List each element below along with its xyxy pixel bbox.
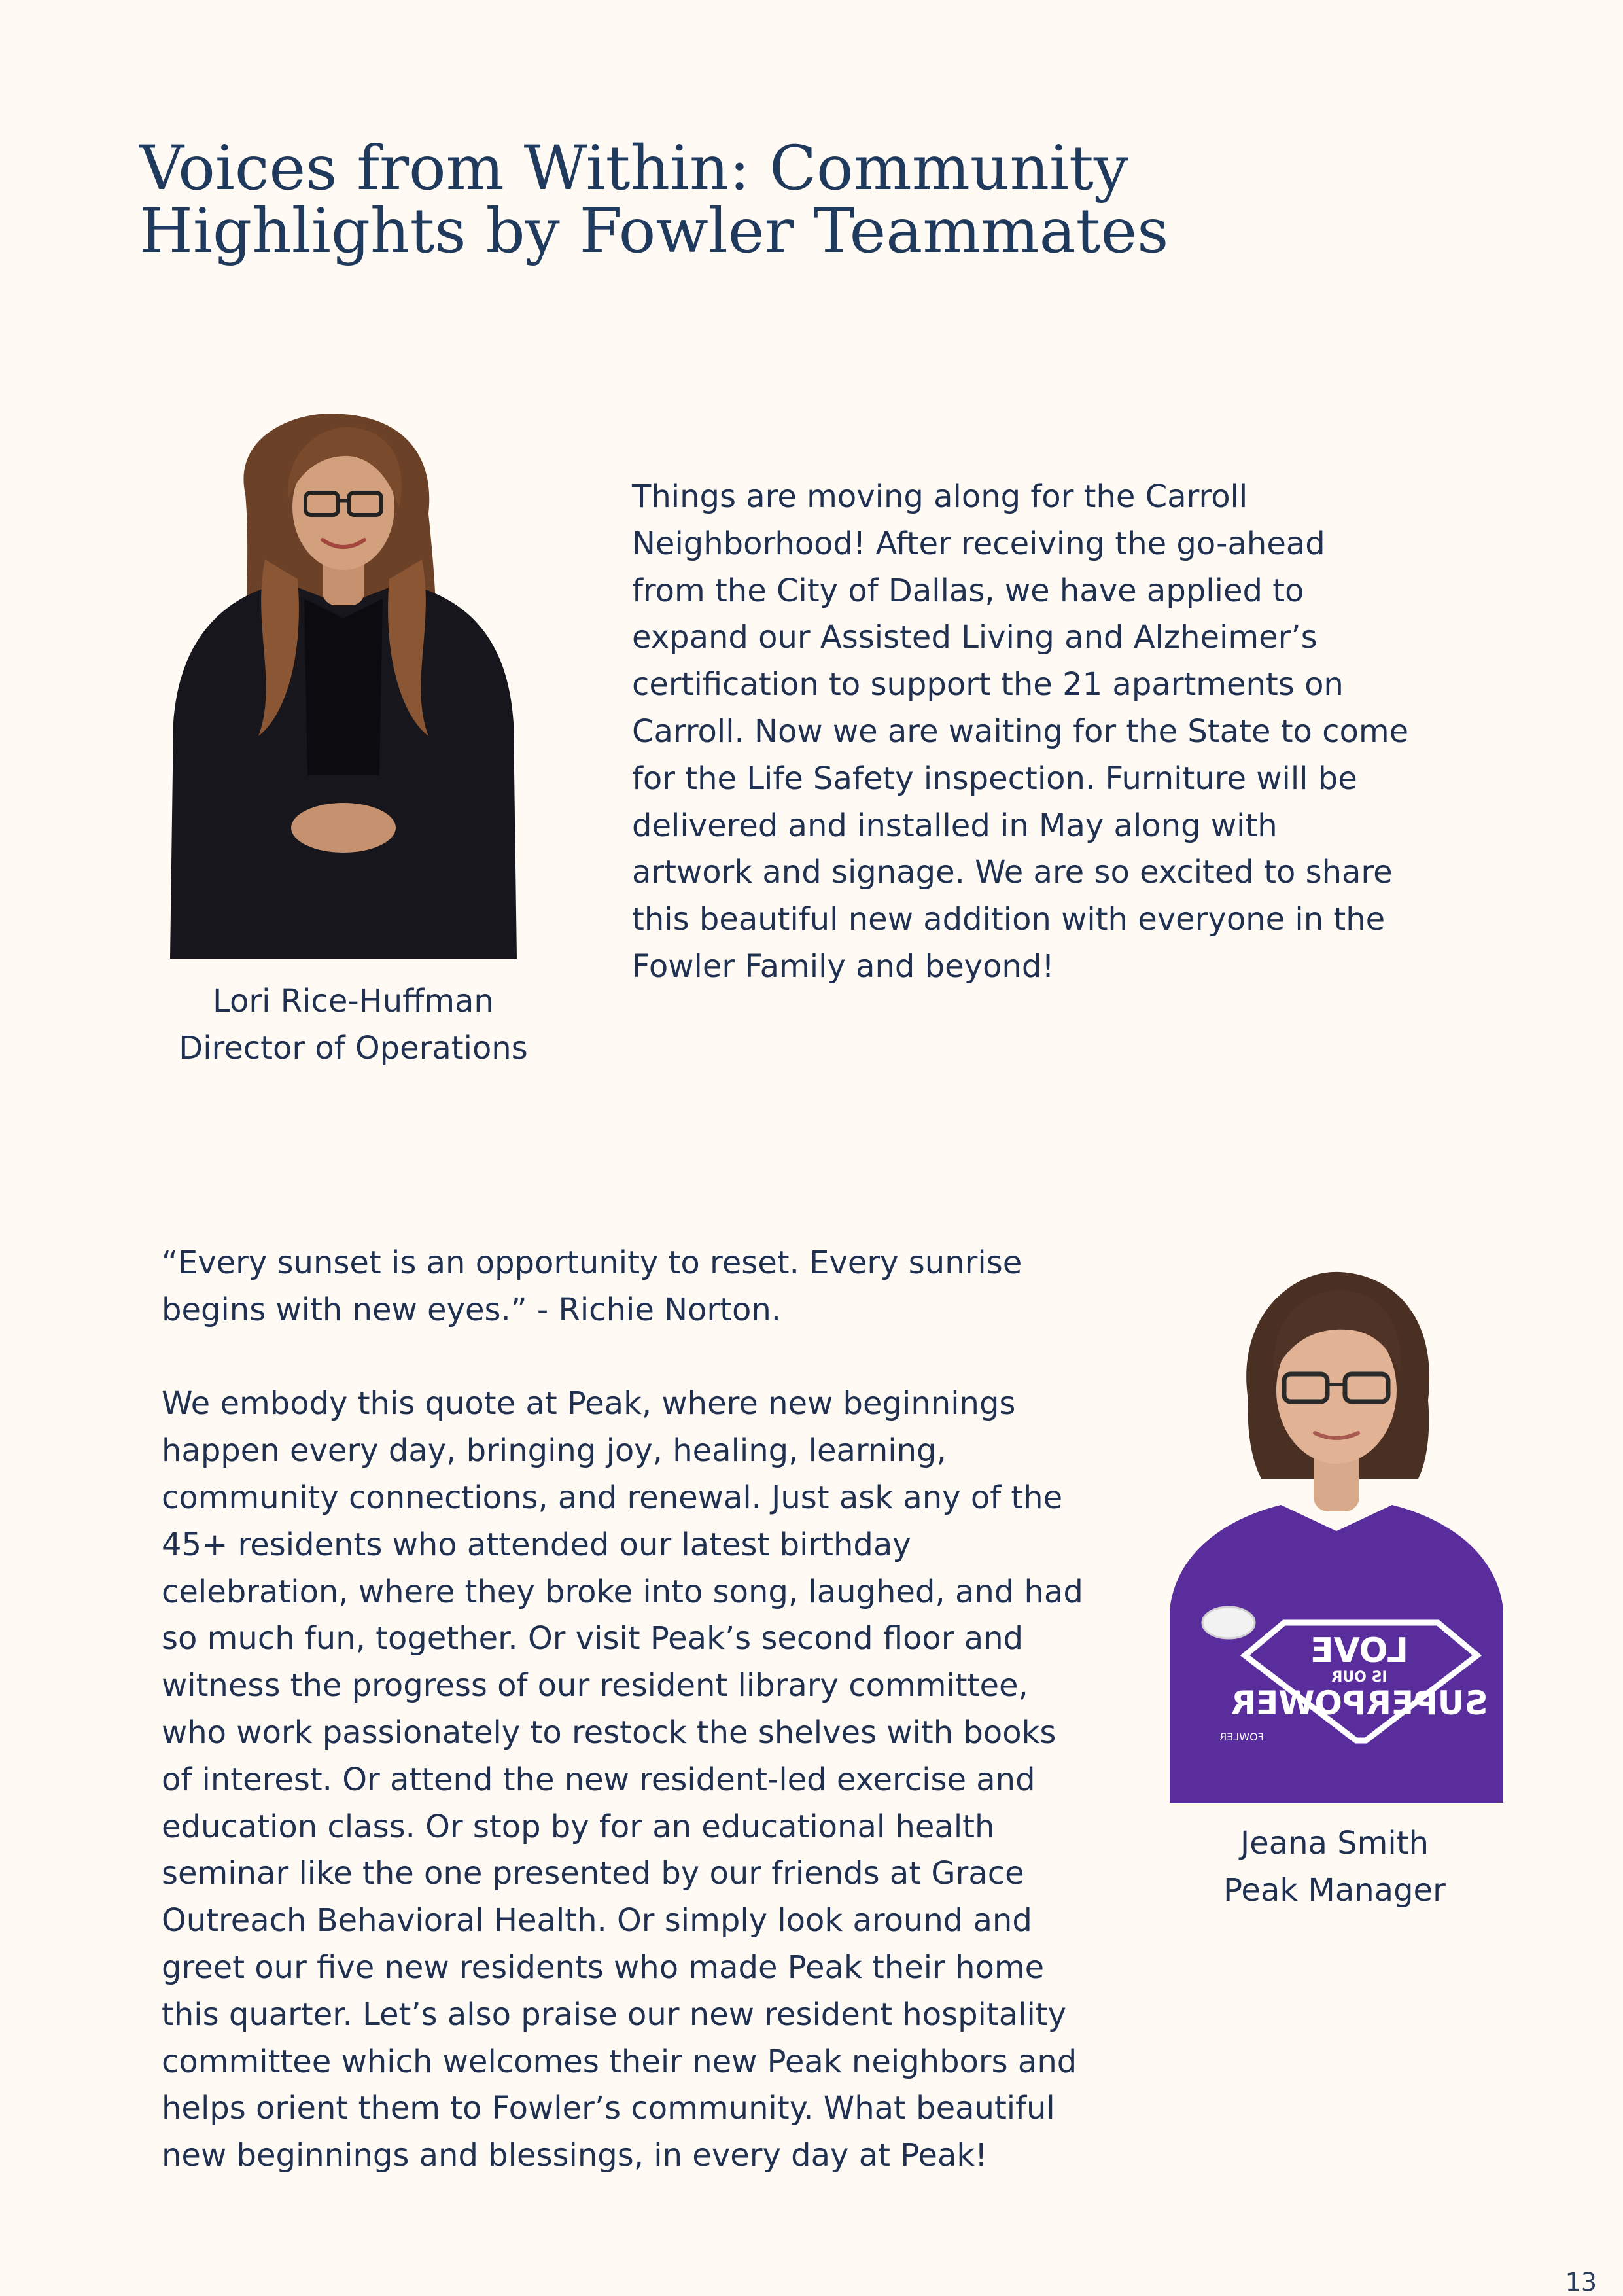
paragraph-line: community connections, and renewal. Just ask any of the	[162, 1479, 1063, 1516]
page-number: 13	[1565, 2268, 1597, 2296]
paragraph-line: so much fun, together. Or visit Peak’s second floor and	[162, 1620, 1024, 1657]
paragraph-line: 45+ residents who attended our latest birthday	[162, 1526, 911, 1563]
paragraph-line: this beautiful new addition with everyone in the	[632, 901, 1386, 938]
lori-caption	[131, 978, 576, 1072]
shirt-text-fowler: FOWLER	[1219, 1731, 1264, 1743]
paragraph-line: helps orient them to Fowler’s community. What beautiful	[162, 2090, 1055, 2127]
peak-quote-paragraph	[162, 1240, 1083, 2180]
jeana-smith-photo	[1170, 1269, 1503, 1803]
paragraph-line: expand our Assisted Living and Alzheimer’s	[632, 619, 1318, 656]
paragraph-line: from the City of Dallas, we have applied to	[632, 572, 1304, 609]
page-title	[139, 133, 1382, 267]
paragraph-line	[162, 1334, 1083, 1381]
paragraph-line: celebration, where they broke into song, laughed, and had	[162, 1573, 1083, 1610]
paragraph-line: new beginnings and blessings, in every day at Peak!	[162, 2137, 988, 2174]
paragraph-line: greet our five new residents who made Peak their home	[162, 1949, 1045, 1986]
paragraph-line: Outreach Behavioral Health. Or simply look around and	[162, 1902, 1032, 1939]
shirt-text-love: LOVE	[1310, 1631, 1408, 1670]
page-title-line: Voices from Within: Community	[139, 133, 1128, 204]
paragraph-line: artwork and signage. We are so excited to share	[632, 854, 1393, 891]
shirt-text-superpower: SUPERPOWER	[1230, 1684, 1488, 1722]
paragraph-line: this quarter. Let’s also praise our new resident hospitality	[162, 1996, 1067, 2033]
paragraph-line: Fowler Family and beyond!	[632, 947, 1055, 985]
paragraph-line: committee which welcomes their new Peak neighbors and	[162, 2043, 1077, 2080]
paragraph-line: Carroll. Now we are waiting for the State to come	[632, 713, 1409, 750]
page-title-line: Highlights by Fowler Teammates	[139, 196, 1169, 267]
paragraph-line: education class. Or stop by for an educational health	[162, 1808, 995, 1845]
paragraph-line: Neighborhood! After receiving the go-ahead	[632, 525, 1325, 562]
paragraph-line: who work passionately to restock the shelves with books	[162, 1714, 1056, 1751]
paragraph-line: We embody this quote at Peak, where new beginnings	[162, 1385, 1016, 1422]
lori-rice-huffman-photo	[154, 409, 533, 959]
person-name: Lori Rice-Huffman	[213, 983, 494, 1019]
paragraph-line: delivered and installed in May along with	[632, 807, 1278, 844]
person-name: Jeana Smith	[1240, 1825, 1429, 1862]
paragraph-line: seminar like the one presented by our friends at Grace	[162, 1855, 1024, 1892]
person-role: Peak Manager	[1223, 1872, 1446, 1909]
paragraph-line: happen every day, bringing joy, healing, learning,	[162, 1432, 947, 1470]
person-role: Director of Operations	[179, 1030, 528, 1067]
jeana-caption	[1138, 1820, 1531, 1914]
paragraph-line: begins with new eyes.” - Richie Norton.	[162, 1291, 781, 1328]
paragraph-line: for the Life Safety inspection. Furniture will be	[632, 760, 1357, 797]
carroll-update-paragraph	[632, 474, 1408, 991]
paragraph-line: certification to support the 21 apartments on	[632, 666, 1344, 703]
paragraph-line: of interest. Or attend the new resident-led exercise and	[162, 1761, 1036, 1798]
paragraph-line: “Every sunset is an opportunity to reset. Every sunrise	[162, 1245, 1022, 1281]
paragraph-line: Things are moving along for the Carroll	[632, 478, 1248, 515]
paragraph-line: witness the progress of our resident library committee,	[162, 1667, 1028, 1704]
shirt-text-is-our: IS OUR	[1331, 1669, 1387, 1686]
